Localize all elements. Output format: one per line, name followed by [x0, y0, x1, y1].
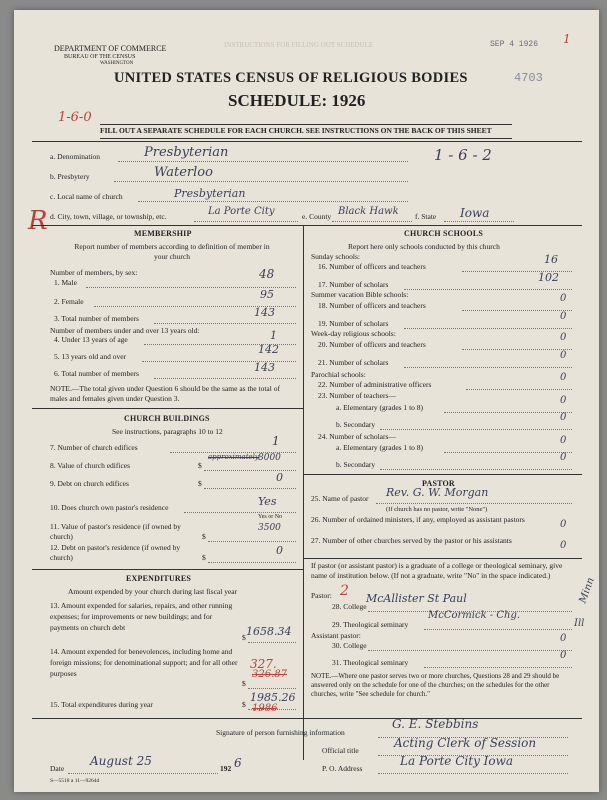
q29-extra: Ill [574, 618, 585, 629]
assistant-subheading: Assistant pastor: [311, 631, 361, 640]
q23-label: 23. Number of teachers— [318, 391, 396, 400]
edifice-debt-label: 9. Debt on church edifices [50, 479, 129, 488]
q24a-value: 0 [560, 435, 567, 446]
edifices-value: 1 [272, 434, 280, 448]
residence-value-label: 11. Value of pastor's residence (if owned by church) [50, 522, 181, 541]
expenditures-intro: Amount expended by your church during last fiscal year [68, 587, 238, 596]
pastor-note: NOTE.—Where one pastor serves two or more churches, Questions 28 and 29 should be answered only on the schedule for one of the churches; on the schedules for the other churches, write "See schedule for church." [311, 672, 560, 698]
q18-label: 18. Number of officers and teachers [318, 301, 426, 310]
under-13-value: 1 [270, 329, 277, 342]
margin-red-mark: R [28, 206, 48, 236]
pastor-subheading: Pastor: [311, 591, 332, 600]
edifice-debt-dollar: $ [198, 479, 202, 488]
date-value: August 25 [90, 754, 152, 768]
buildings-title: CHURCH BUILDINGS [124, 414, 210, 423]
q21-value: 0 [560, 350, 567, 361]
q23b-value: 0 [560, 412, 567, 423]
city-label: WASHINGTON [100, 61, 134, 66]
state-label: f. State [415, 212, 437, 221]
schools-title: CHURCH SCHOOLS [404, 229, 484, 238]
county-label: e. County [302, 212, 332, 221]
q30-label: 30. College [332, 641, 367, 650]
total-members-6-label: 6. Total number of members [54, 369, 139, 378]
red-2-mark: 2 [340, 583, 349, 599]
weekday-heading: Week-day religious schools: [311, 329, 396, 338]
residence-debt-label: 12. Debt on pastor's residence (if owned by church) [50, 543, 181, 562]
q20-value: 0 [560, 332, 567, 343]
form-title: UNITED STATES CENSUS OF RELIGIOUS BODIES [114, 70, 468, 86]
signature-value: G. E. Stebbins [392, 717, 479, 731]
year-prefix: 192 [220, 764, 232, 773]
over-13-label: 5. 13 years old and over [54, 352, 127, 361]
q24b-value: 0 [560, 452, 567, 463]
schools-intro: Report here only schools conducted by this church [348, 242, 500, 251]
q17-label: 17. Number of scholars [318, 280, 389, 289]
residence-dollar: $ [202, 532, 206, 541]
q28-value: McAllister St Paul [366, 592, 467, 605]
q26-label: 26. Number of ordained ministers, if any, employed as assistant pastors [311, 515, 525, 524]
q25-note: (If church has no pastor, write "None") [386, 506, 488, 513]
q13-dollar: $ [242, 633, 246, 642]
q22-label: 22. Number of administrative officers [318, 380, 432, 389]
census-schedule-sheet [14, 10, 599, 792]
membership-title: MEMBERSHIP [134, 229, 192, 238]
pastor-title: PASTOR [422, 479, 455, 488]
q24-label: 24. Number of scholars— [318, 432, 396, 441]
q31-label: 31. Theological seminary [332, 658, 409, 667]
q29-label: 29. Theological seminary [332, 620, 409, 629]
state-value: Iowa [460, 206, 490, 220]
sunday-heading: Sunday schools: [311, 252, 360, 261]
date-label: Date [50, 764, 65, 773]
owns-residence-value: Yes [258, 495, 277, 508]
summer-heading: Summer vacation Bible schools: [311, 290, 409, 299]
denomination-value: Presbyterian [144, 145, 229, 160]
local-name-value: Presbyterian [174, 187, 246, 200]
q31-value: 0 [560, 650, 567, 661]
schedule-title: SCHEDULE: 1926 [228, 91, 366, 110]
q15-dollar: $ [242, 700, 246, 709]
q13-value: 1658.34 [246, 625, 292, 638]
edifice-value-label: 8. Value of church edifices [50, 461, 131, 470]
instruction-line: FILL OUT A SEPARATE SCHEDULE FOR EACH CHURCH. SEE INSTRUCTIONS ON THE BACK OF THIS SHEET [100, 126, 492, 135]
q22-value: 0 [560, 372, 567, 383]
parochial-heading: Parochial schools: [311, 370, 366, 379]
q27-value: 0 [560, 540, 567, 551]
q21-label: 21. Number of scholars [318, 358, 389, 367]
q28-extra: Minn [577, 576, 597, 605]
q17-value: 102 [538, 271, 559, 284]
presbytery-value: Waterloo [154, 165, 213, 180]
city-value: La Porte City [208, 206, 275, 217]
total-members-label: 3. Total number of members [54, 314, 139, 323]
edifices-label: 7. Number of church edifices [50, 443, 138, 452]
received-stamp-date: SEP 4 1926 [490, 40, 539, 49]
q19-value: 0 [560, 311, 567, 322]
q18-value: 0 [560, 293, 567, 304]
q23b-label: b. Secondary [336, 420, 376, 429]
q27-label: 27. Number of other churches served by the pastor or his assistants [311, 536, 512, 545]
q14-label: 14. Amount expended for benevolences, including home and foreign missions; for denominational support; and for all other purposes [50, 647, 238, 678]
graduate-note: If pastor (or assistant pastor) is a graduate of a college or theological seminary, give name of institution below. (If not a graduate, write "No" in the space indicated.) [311, 561, 563, 580]
q15-label: 15. Total expenditures during year [50, 700, 153, 709]
owns-residence-label: 10. Does church own pastor's residence [50, 503, 169, 512]
q14-value: 327. [250, 657, 277, 671]
female-label: 2. Female [54, 297, 84, 306]
local-name-label: c. Local name of church [50, 192, 123, 201]
q30-value: 0 [560, 633, 567, 644]
bureau-label: BUREAU OF THE CENSUS [64, 54, 136, 60]
q25-value: Rev. G. W. Morgan [386, 486, 489, 499]
edifice-dollar: $ [198, 461, 202, 470]
official-title-label: Official title [322, 746, 359, 755]
right-code: 1 - 6 - 2 [434, 146, 492, 164]
corner-mark: 1 [563, 32, 571, 46]
q24a-label: a. Elementary (grades 1 to 8) [336, 443, 424, 452]
presbytery-label: b. Presbytery [50, 172, 90, 181]
q26-value: 0 [560, 519, 567, 530]
residence-debt-value: 0 [276, 544, 283, 557]
stamp-number: 4703 [514, 71, 543, 85]
total-members-value: 143 [254, 306, 275, 319]
yes-no-label: Yes or No [258, 514, 283, 520]
q14-struck-value: 326.87 [252, 669, 287, 680]
year-digit: 6 [234, 756, 242, 770]
edifice-value: 8000 [258, 453, 281, 463]
approx-note: approximately [208, 453, 259, 461]
edifice-debt-value: 0 [276, 471, 283, 484]
over-13-value: 142 [258, 343, 279, 356]
q24b-label: b. Secondary [336, 460, 376, 469]
q13-label: 13. Amount expended for salaries, repairs, and other running expenses; for improvements or new buildings; and for payments on church debt [50, 601, 233, 632]
denomination-label: a. Denomination [50, 152, 100, 161]
q14-dollar: $ [242, 679, 246, 688]
q20-label: 20. Number of officers and teachers [318, 340, 426, 349]
q23a-value: 0 [560, 395, 567, 406]
buildings-intro: See instructions, paragraphs 10 to 12 [112, 427, 223, 436]
official-title-value: Acting Clerk of Session [394, 736, 537, 750]
male-label: 1. Male [54, 278, 77, 287]
address-label: P. O. Address [322, 764, 363, 773]
signature-label: Signature of person furnishing information [216, 728, 345, 737]
expenditures-title: EXPENDITURES [126, 574, 192, 583]
county-value: Black Hawk [338, 206, 399, 217]
q28-label: 28. College [332, 602, 367, 611]
under-13-label: 4. Under 13 years of age [54, 335, 128, 344]
residence-value: 3500 [258, 523, 281, 533]
female-value: 95 [260, 288, 274, 301]
male-value: 48 [259, 267, 275, 281]
age-heading: Number of members under and over 13 years old: [50, 326, 200, 335]
city-label: d. City, town, village, or township, etc. [50, 212, 167, 221]
q16-label: 16. Number of officers and teachers [318, 262, 426, 271]
membership-note: NOTE.—The total given under Question 6 should be the same as the total of males and females given under Question 3. [50, 384, 280, 403]
q23a-label: a. Elementary (grades 1 to 8) [336, 403, 424, 412]
q16-value: 16 [544, 253, 558, 266]
form-number: S—5518 a 11—9264d [50, 778, 100, 784]
by-sex-label: Number of members, by sex: [50, 268, 138, 277]
q25-label: 25. Name of pastor [311, 494, 369, 503]
red-code: 1-6-0 [58, 110, 92, 125]
residence-debt-dollar: $ [202, 553, 206, 562]
total-members-6-value: 143 [254, 361, 275, 374]
department-label: DEPARTMENT OF COMMERCE [54, 44, 167, 53]
q15-red-value: 1986 [252, 703, 278, 714]
q29-value: McCormick - Chg. [428, 610, 521, 621]
q19-label: 19. Number of scholars [318, 319, 389, 328]
faded-banner: INSTRUCTIONS FOR FILLING OUT SCHEDULE [224, 41, 374, 49]
q15-value: 1985.26 [250, 691, 296, 704]
membership-intro: Report number of members according to definition of member in your church [74, 242, 270, 261]
address-value: La Porte City Iowa [400, 754, 514, 768]
